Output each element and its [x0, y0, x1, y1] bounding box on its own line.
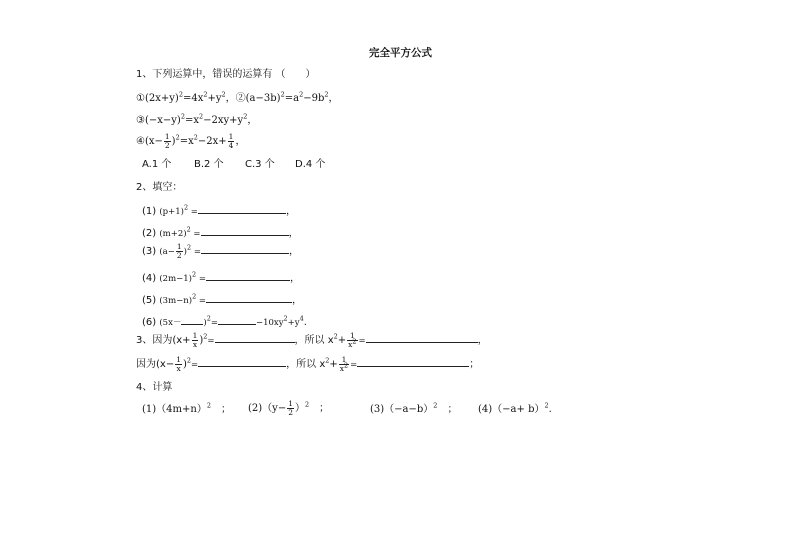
q2-item-5: (5) $(3m-n)^2$ = ，: [142, 292, 303, 306]
q1-line2: $③(-x-y)^2=x^2-2xy+y^2$，: [136, 112, 258, 126]
q4-item-4: $(4)(-a+ b)^2$.: [478, 401, 552, 415]
q2-item-4: (4) $(2m-1)^2$ = ，: [142, 270, 300, 284]
fraction-one-over-x: $\frac{1}{x}$: [176, 355, 181, 373]
answer-blank[interactable]: [201, 244, 289, 254]
answer-blank[interactable]: [206, 271, 290, 281]
fraction-one-half: $\frac{1}{2}$: [176, 242, 182, 260]
q1-option-c: C.3 个: [245, 159, 275, 170]
fraction-one-over-x-squared: $\frac{1}{x^2}$: [348, 331, 357, 349]
fraction-one-half: $\frac{1}{2}$: [288, 399, 293, 417]
answer-blank[interactable]: [198, 204, 286, 214]
q2-item-3: (3) (a− $\frac{1}{2}$ )$^2$ = ，: [142, 242, 299, 260]
answer-blank[interactable]: [218, 315, 256, 325]
q1-option-d: D.4 个: [295, 159, 326, 170]
answer-blank[interactable]: [206, 293, 292, 303]
q1-option-a: A.1 个: [142, 159, 172, 170]
q4-item-2: (2)（y− $\frac{1}{2}$ ）$^2$ ；: [248, 399, 330, 417]
q2-item-6: (6) $(5x- )^2= -10xy^2+y^4$.: [142, 314, 307, 328]
q1-option-b: B.2 个: [194, 159, 224, 170]
q2-item-2: (2) $(m+2)^2$ = ，: [142, 225, 299, 239]
answer-blank[interactable]: [215, 333, 295, 343]
answer-blank[interactable]: [357, 357, 469, 367]
answer-blank[interactable]: [201, 226, 289, 236]
answer-blank[interactable]: [181, 315, 203, 325]
q2-item-1: (1) $(p+1)^2$ = ，: [142, 203, 296, 217]
answer-blank[interactable]: [198, 357, 286, 367]
q2-stem: 2、填空：: [136, 182, 183, 193]
fraction-one-half: $\frac{1}{2}$: [164, 132, 170, 150]
q1-line3: ④(x− $\frac{1}{2}$ )$^2=x^2-2x+$ $\frac{1}{4}$ ，: [136, 132, 246, 150]
fraction-one-over-x-squared: $\frac{1}{x^2}$: [339, 355, 349, 373]
fraction-one-over-x: $\frac{1}{x}$: [192, 331, 198, 349]
q3-line1: 3、因为(x+ $\frac{1}{x}$ )$^2$= ，所以 $x^2+$ $\frac{1}{x^2}$ = ，: [136, 331, 488, 349]
page-title: 完全平方公式: [369, 47, 432, 59]
q4-item-3: $(3)(-a-b)^2$ ；: [370, 401, 458, 415]
fraction-one-quarter: $\frac{1}{4}$: [228, 132, 234, 150]
q4-item-1: $(1)(4m+n)^2$ ；: [142, 401, 231, 415]
q4-stem: 4、计算: [136, 382, 173, 393]
q3-line2: 因为(x− $\frac{1}{x}$ )$^2$= ，所以 $x^2+$ $\frac{1}{x^2}$ = ；: [136, 355, 480, 373]
answer-blank[interactable]: [366, 333, 478, 343]
q1-line1: $①(2x+y)^2=4x^2+y^2$，$②(a-3b)^2=a^2-9b^2$，: [136, 90, 339, 104]
q1-stem: 1、下列运算中，错误的运算有 （ ）: [136, 69, 316, 80]
